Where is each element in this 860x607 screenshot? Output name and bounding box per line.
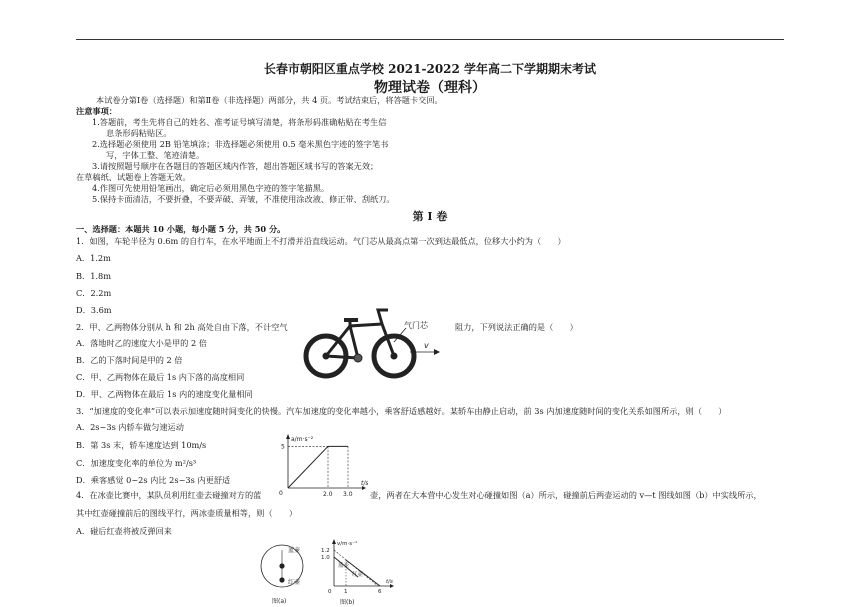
blue-curve-label: 蓝壶 xyxy=(338,563,350,569)
red-stone-label: 红壶 xyxy=(288,579,301,586)
question-2-stem-right: 阻力，下列说法正确的是（ ） xyxy=(455,322,578,332)
question-1-stem: 1．如图，车轮半径为 0.6m 的自行车，在水平地面上不打滑并沿直线运动。气门芯从最高点第一次到达最低点，位移大小约为（ ） xyxy=(76,236,566,246)
y-tick-label: 1.2 xyxy=(321,548,330,554)
acceleration-series-line xyxy=(288,446,348,488)
y-axis-label: a/m·s⁻² xyxy=(291,436,314,443)
x-axis-label: t/s xyxy=(361,480,368,487)
note-line: 3.请按照题号顺序在各题目的答题区域内作答，超出答题区域书写的答案无效； xyxy=(92,161,379,171)
q1-option-c: C．2.2m xyxy=(76,288,112,298)
blue-stone-label: 蓝壶 xyxy=(288,547,301,554)
notes-heading: 注意事项： xyxy=(76,106,117,116)
note-line: 5.保持卡面清洁，不要折叠，不要弄破、弄皱，不准使用涂改液、修正带、刮纸刀。 xyxy=(92,194,395,204)
x-tick-label: 6 xyxy=(378,589,382,595)
red-curve-label: 红壶 xyxy=(352,572,364,578)
q3-option-b: B．第 3s 末，轿车速度达到 10m/s xyxy=(76,440,207,450)
bicycle-figure xyxy=(298,306,448,384)
x-tick-label: 1 xyxy=(344,589,348,595)
note-line: 4.作图可先使用铅笔画出，确定后必须用黑色字迹的签字笔描黑。 xyxy=(92,183,330,193)
q3-option-d: D．乘客感觉 0~2s 内比 2s~3s 内更舒适 xyxy=(76,475,231,485)
origin-label: 0 xyxy=(328,589,332,595)
red-stone xyxy=(279,577,284,582)
q2-option-d: D．甲、乙两物体在最后 1s 内的速度变化量相同 xyxy=(76,389,253,399)
curling-figure-b xyxy=(318,538,400,606)
exam-title: 长春市朝阳区重点学校 2021-2022 学年高二下学期期末考试 xyxy=(263,62,597,76)
q3-option-a: A．2s~3s 内轿车做匀速运动 xyxy=(76,422,184,432)
q3-option-c: C．加速度变化率的单位为 m²/s³ xyxy=(76,458,197,468)
note-line: 息条形码粘贴区。 xyxy=(106,128,172,138)
question-4-stem-line2: 其中红壶碰撞前后的图线平行，两冰壶质量相等，则（ ） xyxy=(76,508,298,518)
curling-figure-a xyxy=(256,540,320,606)
question-2-stem-left: 2．甲、乙两物体分别从 h 和 2h 高处自由下落，不计空气 xyxy=(76,322,288,332)
q4-option-a: A．碰后红壶将被反弹回来 xyxy=(76,526,172,536)
q1-option-a: A．1.2m xyxy=(76,253,111,263)
section-heading: 一、选择题：本题共 10 小题，每小题 5 分，共 50 分。 xyxy=(76,224,286,234)
velocity-label: v xyxy=(424,341,429,350)
figure-a-caption: 图(a) xyxy=(272,598,287,605)
question-4-stem-left: 4．在冰壶比赛中，某队员利用红壶去碰撞对方的蓝 xyxy=(76,490,262,500)
top-rule xyxy=(76,39,784,40)
y-axis-label: v/m·s⁻¹ xyxy=(337,541,358,547)
blue-stone xyxy=(279,563,284,568)
intro-text: 本试卷分第Ⅰ卷（选择题）和第Ⅱ卷（非选择题）两部分，共 4 页。考试结束后，将答题卡交回。 xyxy=(96,95,443,105)
y-tick-label: 5 xyxy=(281,443,285,451)
q1-option-d: D．3.6m xyxy=(76,305,112,315)
valve-label: 气门芯 xyxy=(404,321,428,330)
question-4-stem-right: 壶，两者在大本营中心发生对心碰撞如图（a）所示，碰撞前后两壶运动的 v—t 图线如图（b）中实线所示， xyxy=(370,490,762,500)
note-line: 写，字体工整、笔迹清楚。 xyxy=(106,150,205,160)
origin-label: 0 xyxy=(279,490,283,497)
note-line: 在草稿纸、试题卷上答题无效。 xyxy=(76,172,191,182)
note-line: 2.选择题必须使用 2B 铅笔填涂；非选择题必须使用 0.5 毫米黑色字迹的签字笔书 xyxy=(92,139,389,149)
y-tick-label: 1.0 xyxy=(321,555,330,561)
q1-option-b: B．1.8m xyxy=(76,271,111,281)
section-title: 第 I 卷 xyxy=(412,210,448,223)
question-3-stem: 3．“加速度的变化率”可以表示加速度随时间变化的快慢。汽车加速度的变化率越小，乘客舒适感越好。某轿车由静止启动，前 3s 内加速度随时间的变化关系如图所示，则（ ） xyxy=(76,406,727,416)
x-tick-label: 3.0 xyxy=(343,491,353,498)
q2-option-a: A．落地时乙的速度大小是甲的 2 倍 xyxy=(76,338,207,348)
note-line: 1.答题前，考生先将自己的姓名、准考证号填写清楚，将条形码准确粘贴在考生信 xyxy=(92,117,387,127)
acceleration-time-graph xyxy=(278,432,368,498)
x-axis-label: t/s xyxy=(386,579,393,585)
q2-option-b: B．乙的下落时间是甲的 2 倍 xyxy=(76,355,183,365)
exam-subtitle: 物理试卷（理科） xyxy=(374,80,486,96)
x-tick-label: 2.0 xyxy=(323,491,333,498)
figure-b-caption: 图(b) xyxy=(340,599,355,606)
q2-option-c: C．甲、乙两物体在最后 1s 内下落的高度相同 xyxy=(76,372,245,382)
